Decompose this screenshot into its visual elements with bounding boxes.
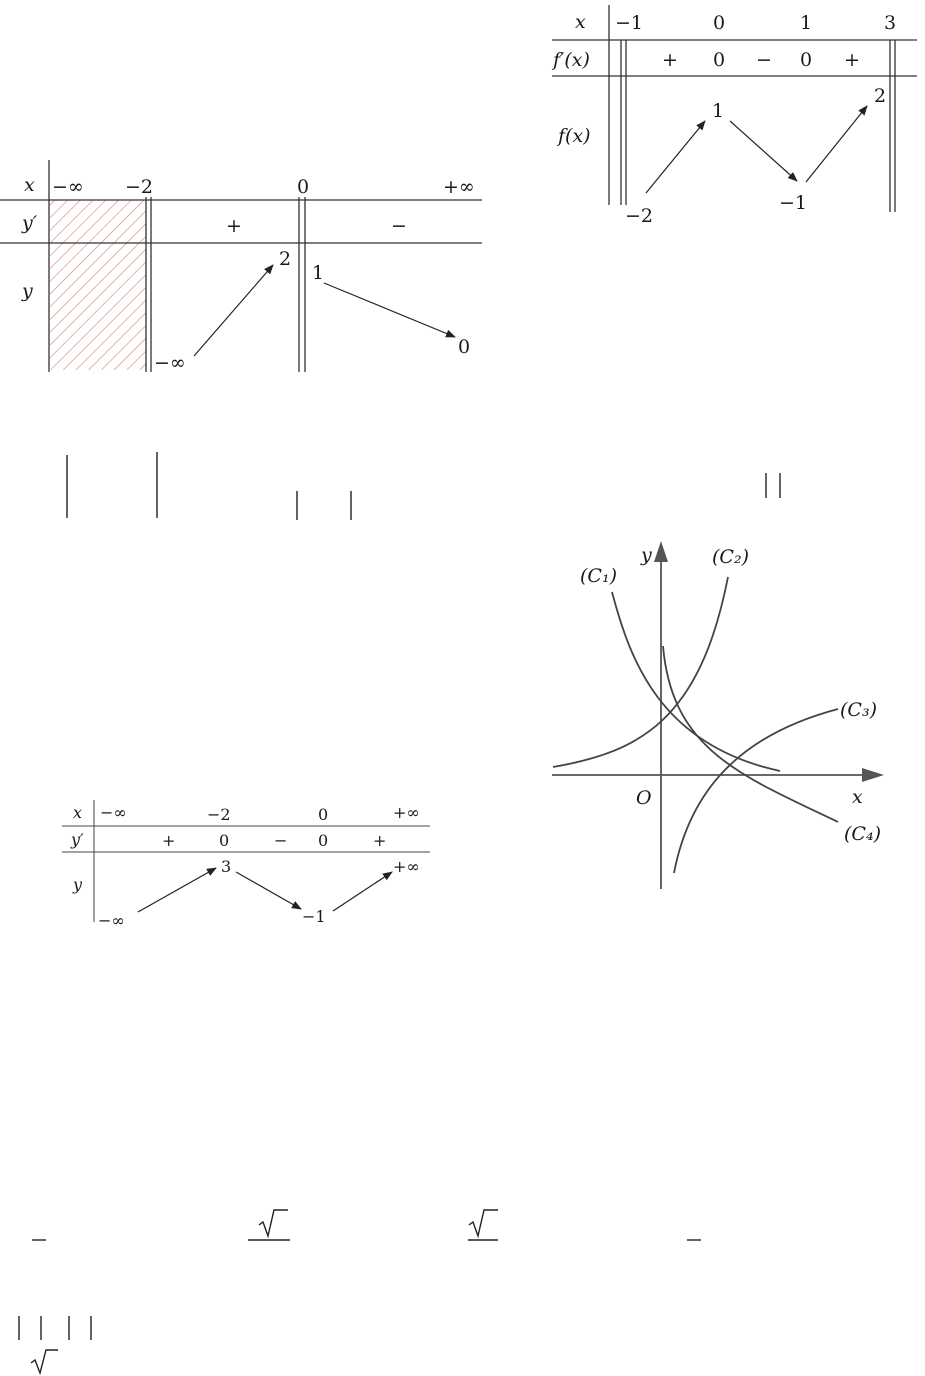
- table-c-x-value: −∞: [100, 803, 127, 822]
- table-b-sign: 0: [713, 49, 726, 71]
- table-b-y-value: 2: [874, 85, 887, 107]
- table-c-sign: +: [162, 831, 176, 850]
- table-c-y-label: y: [73, 875, 83, 894]
- table-a-x-value: −∞: [52, 176, 84, 198]
- table-b-increase-arrow: [646, 121, 705, 193]
- table-a-x-value: −2: [125, 176, 154, 198]
- curve-c3: [674, 709, 838, 873]
- table-b-x-value: −1: [615, 12, 644, 34]
- table-b-sign: +: [662, 49, 678, 71]
- table-a-y-value: 0: [458, 336, 471, 358]
- table-a-y-value: 1: [312, 262, 325, 284]
- curve-label-c4: (C₄): [844, 823, 881, 845]
- table-b-x-value: 0: [713, 12, 726, 34]
- table-b-y-value: 1: [712, 100, 725, 122]
- table-b-dy-label: f′(x): [553, 49, 590, 71]
- sqrt-symbol-icon: [469, 1210, 498, 1236]
- curve-label-c3: (C₃): [840, 699, 877, 721]
- table-b-x-value: 3: [884, 12, 897, 34]
- table-c-y-value: +∞: [393, 857, 420, 876]
- table-c-dy-label: y′: [71, 830, 84, 849]
- y-axis-arrowhead-icon: [654, 541, 668, 562]
- table-a-x-label: x: [24, 174, 35, 196]
- table-a-sign: −: [391, 215, 407, 237]
- table-c-x-label: x: [73, 803, 83, 822]
- table-b-decrease-arrow: [730, 121, 797, 181]
- undefined-region-hatch: [50, 200, 146, 370]
- graph-y-axis-label: y: [641, 544, 652, 566]
- table-c-y-value: −1: [302, 907, 326, 926]
- sqrt-symbol-icon: [259, 1210, 288, 1236]
- table-b-increase-arrow: [806, 106, 867, 182]
- table-a-decrease-arrow: [324, 283, 455, 337]
- table-a-y-value: 2: [279, 248, 292, 270]
- curve-label-c2: (C₂): [712, 546, 749, 568]
- table-b-x-value: 1: [800, 12, 813, 34]
- table-c-x-value: 0: [318, 805, 329, 824]
- table-c-increase-arrow: [138, 868, 216, 912]
- table-c-increase-arrow: [333, 872, 392, 911]
- table-b-sign: −: [756, 49, 772, 71]
- table-c-y-value: 3: [221, 857, 232, 876]
- table-c-sign: 0: [219, 831, 230, 850]
- table-c-x-value: +∞: [393, 803, 420, 822]
- curve-label-c1: (C₁): [580, 565, 617, 587]
- table-a-sign: +: [226, 215, 242, 237]
- table-c-y-value: −∞: [98, 911, 125, 930]
- table-a-x-value: +∞: [443, 176, 475, 198]
- table-b-y-value: −1: [779, 192, 808, 214]
- table-c-x-value: −2: [207, 805, 231, 824]
- graph-x-axis-label: x: [852, 786, 863, 808]
- table-b-y-label: f(x): [558, 125, 591, 147]
- table-b-sign: +: [844, 49, 860, 71]
- table-b-x-label: x: [575, 11, 586, 33]
- table-a-increase-arrow: [194, 265, 273, 356]
- graph-origin-label: O: [636, 787, 652, 809]
- table-b-sign: 0: [800, 49, 813, 71]
- x-axis-arrowhead-icon: [862, 768, 884, 782]
- table-a-y-label: y: [22, 280, 33, 302]
- table-a-dy-label: y′: [22, 212, 38, 234]
- table-a-x-value: 0: [297, 176, 310, 198]
- table-c-sign: −: [274, 831, 288, 850]
- table-b-y-value: −2: [625, 205, 654, 227]
- table-c-decrease-arrow: [236, 872, 301, 909]
- curve-c4: [663, 646, 838, 822]
- table-c-sign: 0: [318, 831, 329, 850]
- table-c-sign: +: [373, 831, 387, 850]
- table-a-y-value: −∞: [154, 352, 186, 374]
- sqrt-symbol-icon: [31, 1350, 58, 1373]
